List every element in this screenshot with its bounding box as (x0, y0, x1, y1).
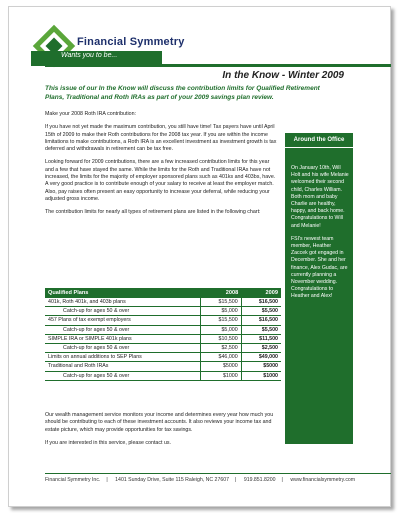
intro-text: This issue of our In the Know will discuss the contribution limits for Qualified Retirement Plans, Traditional and Roth IRAs as part of your 2009 savings plan review. (45, 85, 320, 101)
table-row (45, 353, 281, 362)
header-divider (45, 64, 391, 67)
plan-cell: Catch-up for ages 50 & over (45, 371, 201, 380)
table-row (45, 307, 281, 316)
table-row (45, 371, 281, 380)
closing-body (45, 412, 277, 453)
value-2008-cell: $5,000 (201, 325, 242, 334)
table-row (45, 334, 281, 343)
value-2009-cell: $11,500 (241, 334, 281, 343)
footer-phone: 919.851.8200 (243, 477, 276, 483)
value-2009-cell: $5000 (241, 362, 281, 371)
value-2008-cell: $15,500 (201, 298, 242, 307)
table-row (45, 362, 281, 371)
contribution-limits-table (45, 288, 281, 381)
value-2008-cell: $5000 (201, 362, 242, 371)
table-header-plan: Qualified Plans (45, 288, 201, 298)
plan-cell: SIMPLE IRA or SIMPLE 401k plans (45, 334, 201, 343)
table-header-2009: 2009 (241, 288, 281, 298)
body-paragraph: The contribution limits for nearly all types of retirement plans are listed in the following chart: (45, 209, 261, 216)
plan-cell: Limits on annual additions to SEP Plans (45, 353, 201, 362)
value-2008-cell: $2,500 (201, 344, 242, 353)
around-the-office-sidebar (285, 133, 353, 444)
value-2008-cell: $15,500 (201, 316, 242, 325)
table-row (45, 344, 281, 353)
issue-title: In the Know - Winter 2009 (222, 70, 344, 81)
sidebar-body (291, 165, 349, 307)
value-2009-cell: $16,500 (241, 298, 281, 307)
value-2008-cell: $1000 (201, 371, 242, 380)
table-row (45, 298, 281, 307)
main-body (45, 111, 277, 223)
body-paragraph: Make your 2008 Roth IRA contribution: (45, 111, 136, 117)
body-paragraph: Our wealth management service monitors your income and determines every year how much you should be contributing to each of these investment accounts. It also reviews your income tax and estate picture, which may provide opportunities for tax savings. (45, 412, 274, 433)
footer-address: 1401 Sunday Drive, Suite 115 Raleigh, NC 27607 (115, 477, 229, 483)
newsletter-page (8, 6, 391, 507)
sidebar-heading: Around the Office (293, 137, 345, 143)
plan-cell: 401k, Roth 401k, and 403b plans (45, 298, 201, 307)
sidebar-paragraph: FSI's newest team member, Heather Zaccek got engaged in December. She and her finance, Alex Gudac, are currently planning a November wedding. Congratulations to Heather and Alex! (291, 235, 348, 300)
value-2009-cell: $5,500 (241, 325, 281, 334)
footer-company: Financial Symmetry Inc. (45, 477, 101, 483)
value-2009-cell: $2,500 (241, 344, 281, 353)
footer-divider (45, 473, 391, 474)
footer-website-link[interactable]: www.financialsymmetry.com (290, 477, 356, 483)
sidebar-paragraph: On January 10th, Will Holt and his wife Melanie welcomed their second child, Charles William. Both mom and baby Charlie are healthy, happy, and back home. Congratulations to Will and Melanie! (291, 165, 349, 229)
brand-name: Financial Symmetry (77, 36, 185, 48)
value-2008-cell: $5,000 (201, 307, 242, 316)
brand-logo (31, 34, 185, 74)
plan-cell: Catch-up for ages 50 & over (45, 307, 201, 316)
value-2009-cell: $16,500 (241, 316, 281, 325)
brand-tagline: Wants you to be... (61, 52, 118, 59)
footer: Financial Symmetry Inc. | 1401 Sunday Drive, Suite 115 Raleigh, NC 27607 | 919.851.8200 | www.financialsymmetry.com (45, 477, 356, 483)
plan-cell: Traditional and Roth IRAs (45, 362, 201, 371)
body-paragraph: If you are interested in this service, please contact us. (45, 439, 172, 446)
value-2008-cell: $10,500 (201, 334, 242, 343)
value-2009-cell: $5,500 (241, 307, 281, 316)
plan-cell: 457 Plans of tax exempt employers (45, 316, 201, 325)
plan-cell: Catch-up for ages 50 & over (45, 325, 201, 334)
sidebar-divider (285, 147, 353, 148)
body-paragraph: Looking forward for 2009 contributions, there are a few increased contribution limits for this year and a few that have stayed the same. While the limits for the Roth and Traditional IRAs have not increased, the limits for the majority of employer sponsored plans such as 401ks and 403bs, have. A very good practice is to contribute enough of your salary to receive at least the employer match. Also, pay raises often present an easy opportunity to increase your deferral, while reducing your adjusted gross income. (45, 159, 276, 202)
body-paragraph: If you have not yet made the maximum contribution, you still have time! Tax payers have until April 15th of 2009 to make their Roth contributions for the 2008 tax year. If you are within the income limitations to make contributions, a Roth IRA is an excellent investment as investment growth is tax deferred and withdrawals in retirement can be tax free. (45, 124, 277, 153)
table-row (45, 325, 281, 334)
plan-cell: Catch-up for ages 50 & over (45, 344, 201, 353)
table-row (45, 316, 281, 325)
value-2008-cell: $46,000 (201, 353, 242, 362)
table-header-2008: 2008 (201, 288, 242, 298)
table-header-row (45, 288, 281, 298)
value-2009-cell: $49,000 (241, 353, 281, 362)
value-2009-cell: $1000 (241, 371, 281, 380)
